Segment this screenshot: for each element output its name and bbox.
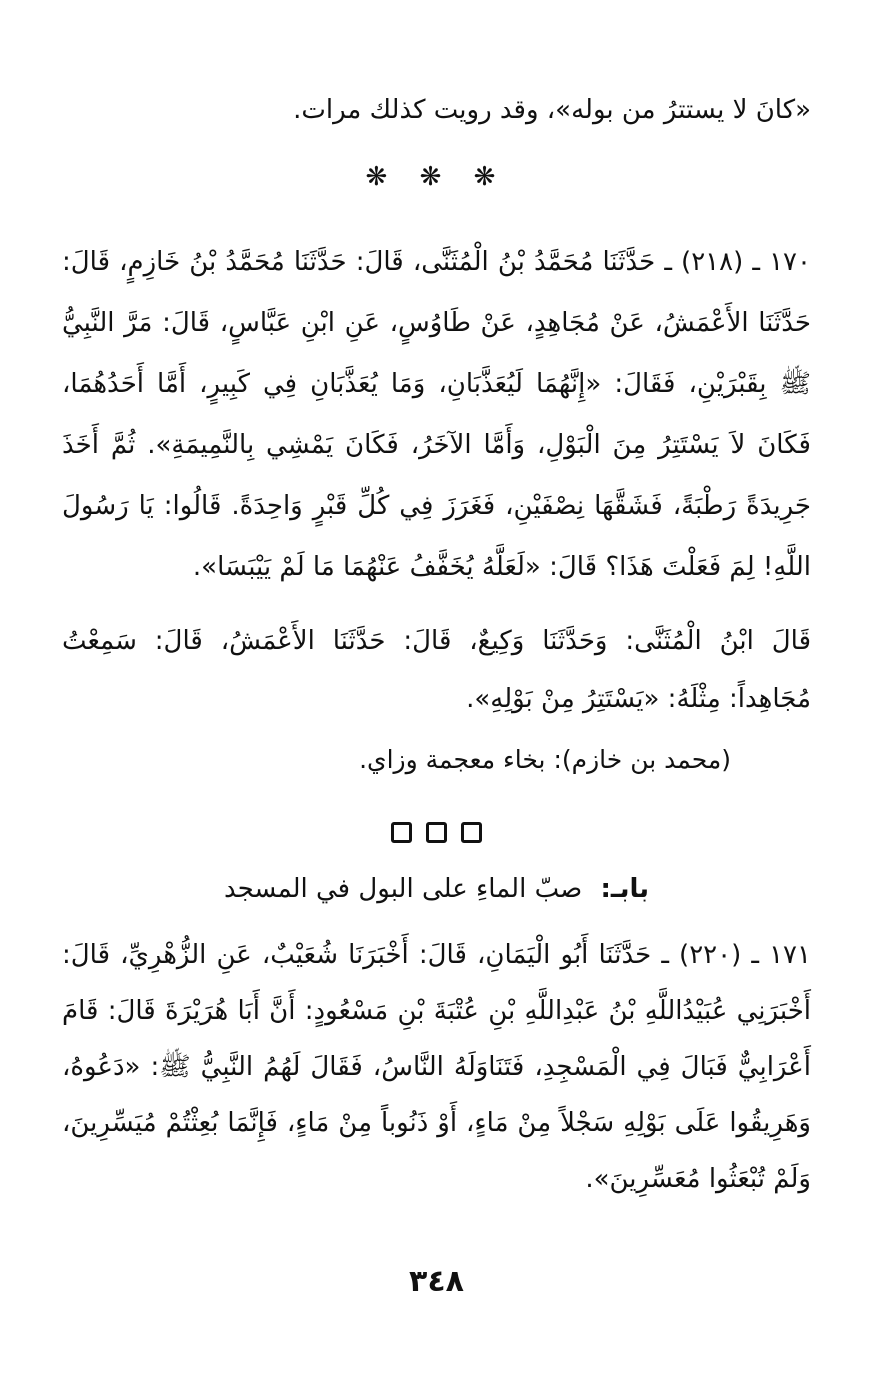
chapter-heading — [62, 869, 811, 909]
hadith-171-text: ١٧١ ـ (٢٢٠) ـ حَدَّثَنَا أَبُو الْيَمَانِ، قَالَ: أَخْبَرَنَا شُعَيْبٌ، عَنِ الزُّهْرِيِّ، قَالَ: أَخْبَرَنِي عُبَيْدُاللَّهِ بْنُ عَبْدِاللَّهِ بْنِ عُتْبَةَ بْنِ مَسْعُودٍ: أَنَّ أَبَا هُرَيْرَةَ قَالَ: قَامَ أَعْرَابِيٌّ فَبَالَ فِي الْمَسْجِدِ، فَتَنَاوَلَهُ النَّاسُ، فَقَالَ لَهُمُ النَّبِيُّ ﷺ: «دَعُوهُ، وَهَرِيقُوا عَلَى بَوْلِهِ سَجْلاً مِنْ مَاءٍ، أَوْ ذَنُوباً مِنْ مَاءٍ، فَإِنَّمَا بُعِثْتُمْ مُيَسِّرِينَ، وَلَمْ تُبْعَثُوا مُعَسِّرِينَ». — [62, 940, 811, 1194]
intro-line: «كانَ لا يستترُ من بوله»، وقد رويت كذلك مرات. — [293, 95, 811, 125]
divider-box-icon — [461, 822, 482, 843]
chapter-label: بابـ: — [600, 874, 650, 904]
ibn-muthanna-note: قَالَ ابْنُ الْمُثَنَّى: وَحَدَّثَنَا وَكِيعٌ، قَالَ: حَدَّثَنَا الأَعْمَشُ، قَالَ: سَمِعْتُ مُجَاهِداً: مِثْلَهُ: «يَسْتَتِرُ مِنْ بَوْلِهِ». — [62, 626, 811, 714]
box-divider — [62, 822, 811, 843]
page-number: ٣٤٨ — [409, 1264, 464, 1299]
divider-box-icon — [391, 822, 412, 843]
chapter-title: صبّ الماءِ على البول في المسجد — [223, 874, 583, 904]
khazim-note: (محمد بن خازم): بخاء معجمة وزاي. — [359, 745, 731, 774]
divider-box-icon — [426, 822, 447, 843]
section-separator: ❋ ❋ ❋ — [365, 162, 508, 192]
hadith-170-text: ١٧٠ ـ (٢١٨) ـ حَدَّثَنَا مُحَمَّدُ بْنُ الْمُثَنَّى، قَالَ: حَدَّثَنَا مُحَمَّدُ بْنُ خَازِمٍ، قَالَ: حَدَّثَنَا الأَعْمَشُ، عَنْ مُجَاهِدٍ، عَنْ طَاوُسٍ، عَنِ ابْنِ عَبَّاسٍ، قَالَ: مَرَّ النَّبِيُّ ﷺ بِقَبْرَيْنِ، فَقَالَ: «إِنَّهُمَا لَيُعَذَّبَانِ، وَمَا يُعَذَّبَانِ فِي كَبِيرٍ، أَمَّا أَحَدُهُمَا، فَكَانَ لاَ يَسْتَتِرُ مِنَ الْبَوْلِ، وَأَمَّا الآخَرُ، فَكَانَ يَمْشِي بِالنَّمِيمَةِ». ثُمَّ أَخَذَ جَرِيدَةً رَطْبَةً، فَشَقَّهَا نِصْفَيْنِ، فَغَرَزَ فِي كُلِّ قَبْرٍ وَاحِدَةً. قَالُوا: يَا رَسُولَ اللَّهِ! لِمَ فَعَلْتَ هَذَا؟ قَالَ: «لَعَلَّهُ يُخَفَّفُ عَنْهُمَا مَا لَمْ يَيْبَسَا». — [62, 247, 811, 582]
